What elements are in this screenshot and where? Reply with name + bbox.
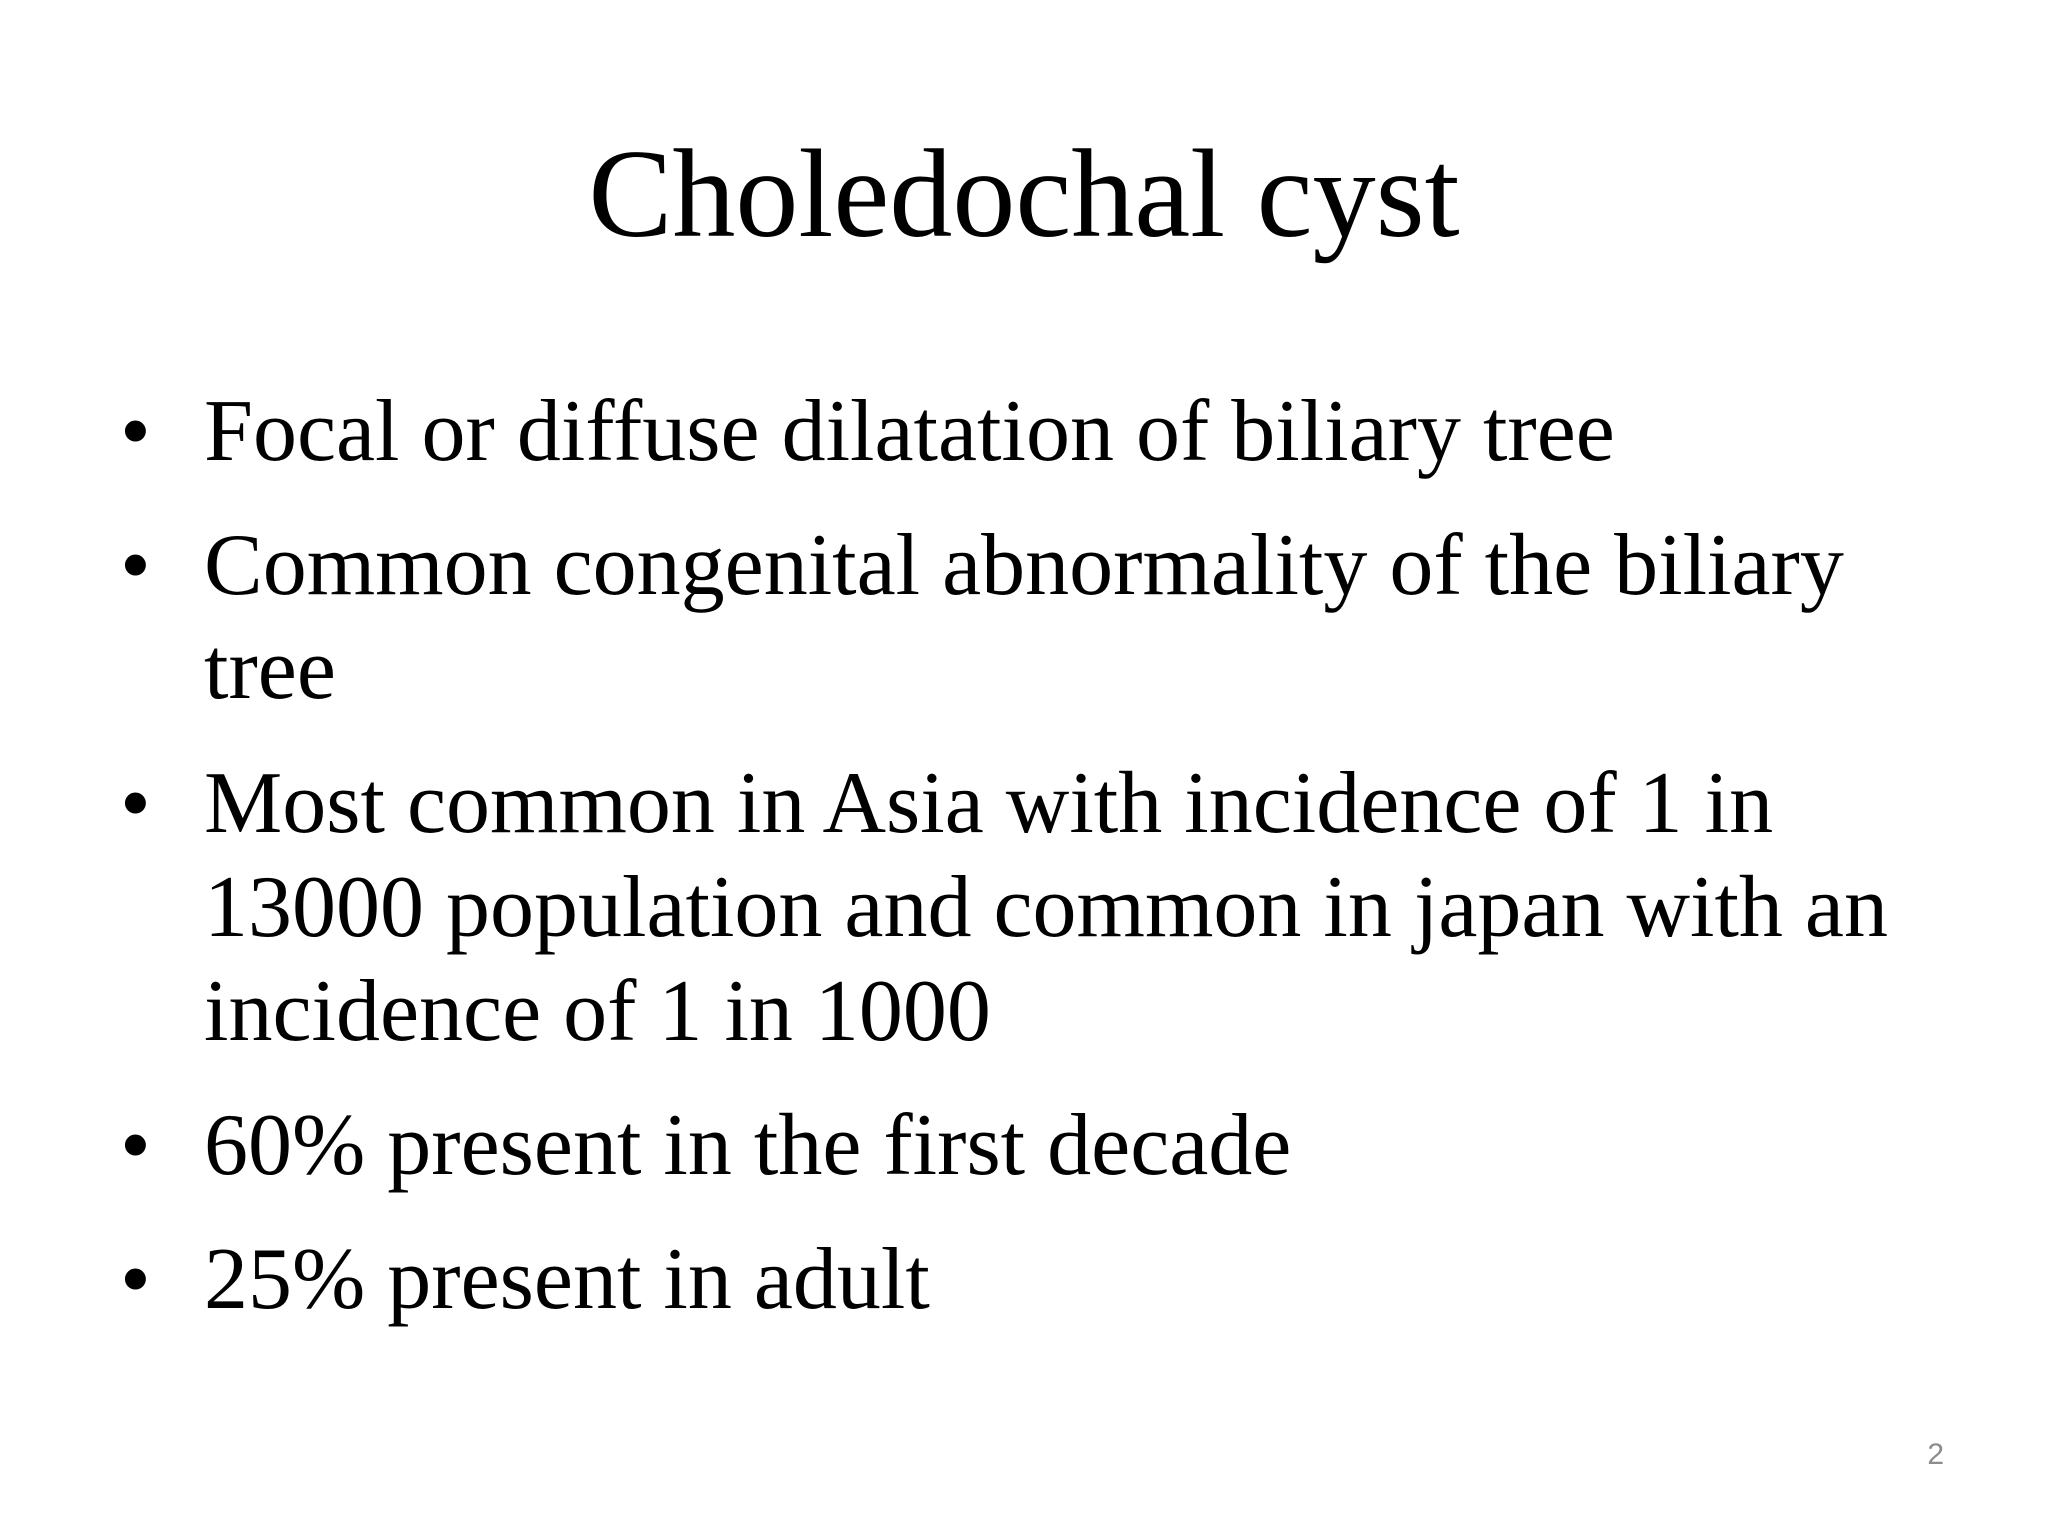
bullet-marker-icon: • [120, 1231, 151, 1328]
bullet-item [120, 514, 1920, 722]
bullet-marker-icon: • [120, 1097, 151, 1194]
bullet-item [120, 1228, 1920, 1332]
bullet-item [120, 1094, 1920, 1198]
bullet-marker-icon: • [120, 517, 151, 614]
bullet-item [120, 752, 1920, 1064]
bullet-text: 25% present in adult [204, 1231, 930, 1328]
bullet-list [120, 380, 1920, 1362]
bullet-text: Common congenital abnormality of the biliary tree [204, 517, 1844, 718]
bullet-text: Most common in Asia with incidence of 1 in 13000 population and common in japan with an incidence of 1 in 1000 [204, 755, 1888, 1060]
page-number: 2 [1927, 1438, 1944, 1471]
bullet-text: Focal or diffuse dilatation of biliary tree [204, 383, 1615, 480]
slide-title: Choledochal cyst [588, 125, 1460, 264]
bullet-marker-icon: • [120, 755, 151, 852]
bullet-marker-icon: • [120, 383, 151, 480]
bullet-item [120, 380, 1920, 484]
bullet-text: 60% present in the first decade [204, 1097, 1292, 1194]
